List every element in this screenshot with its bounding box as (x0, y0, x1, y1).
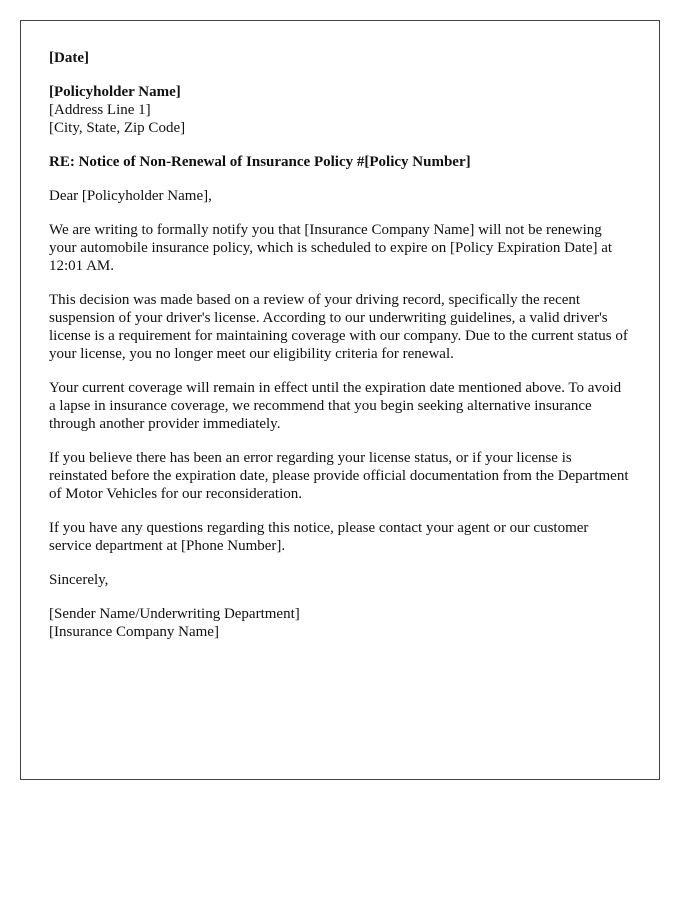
recipient-block (49, 83, 631, 137)
signature-company: [Insurance Company Name] (49, 624, 219, 640)
letter-closing: Sincerely, (49, 572, 109, 588)
body-paragraph-5: If you have any questions regarding this notice, please contact your agent or our customer service department at [Phone Number]. (49, 520, 589, 554)
letter-date: [Date] (49, 50, 89, 66)
body-paragraph-1: We are writing to formally notify you that [Insurance Company Name] will not be renewing your automobile insurance policy, which is scheduled to expire on [Policy Expiration Date] at 12:01 AM. (49, 222, 613, 274)
recipient-address-line-1: [Address Line 1] (49, 102, 151, 118)
letter-salutation: Dear [Policyholder Name], (49, 188, 212, 204)
body-paragraph-4: If you believe there has been an error regarding your license status, or if your license is reinstated before the expiration date, please provide official documentation from the Department of Motor Vehicles for our reconsideration. (49, 450, 629, 502)
body-paragraph-3: Your current coverage will remain in effect until the expiration date mentioned above. To avoid a lapse in insurance coverage, we recommend that you begin seeking alternative insurance through another provider immediately. (49, 380, 622, 432)
letter-page (20, 20, 660, 780)
letter-subject: RE: Notice of Non-Renewal of Insurance Policy #[Policy Number] (49, 154, 471, 170)
signature-block (49, 605, 631, 641)
recipient-name: [Policyholder Name] (49, 84, 181, 100)
recipient-city-state-zip: [City, State, Zip Code] (49, 120, 186, 136)
body-paragraph-2: This decision was made based on a review of your driving record, specifically the recent suspension of your driver's license. According to our underwriting guidelines, a valid driver's license is a requirement for maintaining coverage with our company. Due to the current status of your license, you no longer meet our eligibility criteria for renewal. (49, 292, 628, 362)
signature-sender: [Sender Name/Underwriting Department] (49, 606, 300, 622)
